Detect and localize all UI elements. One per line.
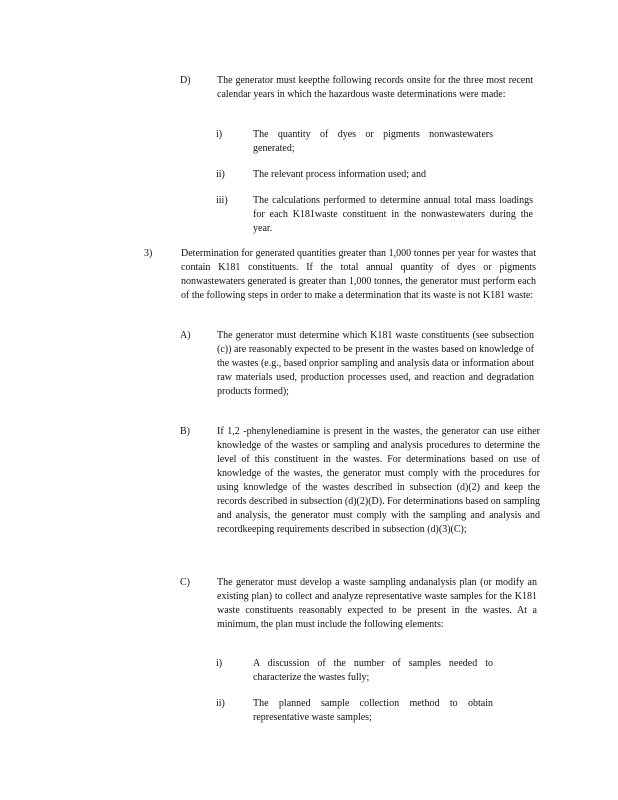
paragraph-A-text: The generator must determine which K181 waste constituents (see subsection (c)) are reasonably expected to be present in the wastes based on knowledge of the wastes (e.g., based onprior sampling and analysis data or information about raw materials used, production processes used, and reaction and degradation products formed); bbox=[217, 330, 534, 397]
paragraph-B-marker: B) bbox=[180, 426, 190, 437]
paragraph-C-i-marker: i) bbox=[216, 658, 223, 669]
paragraph-D-marker: D) bbox=[180, 75, 191, 86]
paragraph-D-ii-marker: ii) bbox=[216, 169, 225, 180]
paragraph-D-i-text: The quantity of dyes or pigments nonwastewaters generated; bbox=[253, 129, 493, 154]
paragraph-D-text: The generator must keepthe following records onsite for the three most recent calendar years in which the hazardous waste determinations were made: bbox=[217, 75, 533, 100]
paragraph-D-iii-marker: iii) bbox=[216, 195, 228, 206]
paragraph-D-iii-text: The calculations performed to determine annual total mass loadings for each K181waste constituent in the nonwastewaters during the year. bbox=[253, 195, 533, 234]
paragraph-A-marker: A) bbox=[180, 330, 191, 341]
paragraph-3-marker: 3) bbox=[144, 248, 153, 259]
paragraph-C-ii-marker: ii) bbox=[216, 698, 225, 709]
paragraph-D-i-marker: i) bbox=[216, 129, 223, 140]
paragraph-C-i-text: A discussion of the number of samples needed to characterize the wastes fully; bbox=[253, 658, 493, 683]
paragraph-B-text: If 1,2 -phenylenediamine is present in the wastes, the generator can use either knowledge of the wastes or sampling and analysis procedures to determine the level of this constituent in the wastes. For determinations based on use of knowledge of the wastes, the generator must comply with the procedures for using knowledge of the wastes described in subsection (d)(2) and keep the records described in subsection (d)(2)(D). For determinations based on sampling and analysis, the generator must comply with the sampling and analysis and recordkeeping requirements described in subsection (d)(3)(C); bbox=[217, 426, 540, 535]
paragraph-C-marker: C) bbox=[180, 577, 190, 588]
paragraph-D-ii-text: The relevant process information used; and bbox=[253, 169, 426, 180]
paragraph-C-text: The generator must develop a waste sampling andanalysis plan (or modify an existing plan) to collect and analyze representative waste samples for the K181 waste constituents reasonably expected to be present in the wastes. At a minimum, the plan must include the following elements: bbox=[217, 577, 537, 630]
paragraph-C-ii-text: The planned sample collection method to obtain representative waste samples; bbox=[253, 698, 493, 723]
paragraph-3-text: Determination for generated quantities greater than 1,000 tonnes per year for wastes that contain K181 constituents. If the total annual quantity of dyes or pigments nonwastewaters generated is greater than 1,000 tonnes, the generator must perform each of the following steps in order to make a determination that its waste is not K181 waste: bbox=[181, 248, 536, 301]
